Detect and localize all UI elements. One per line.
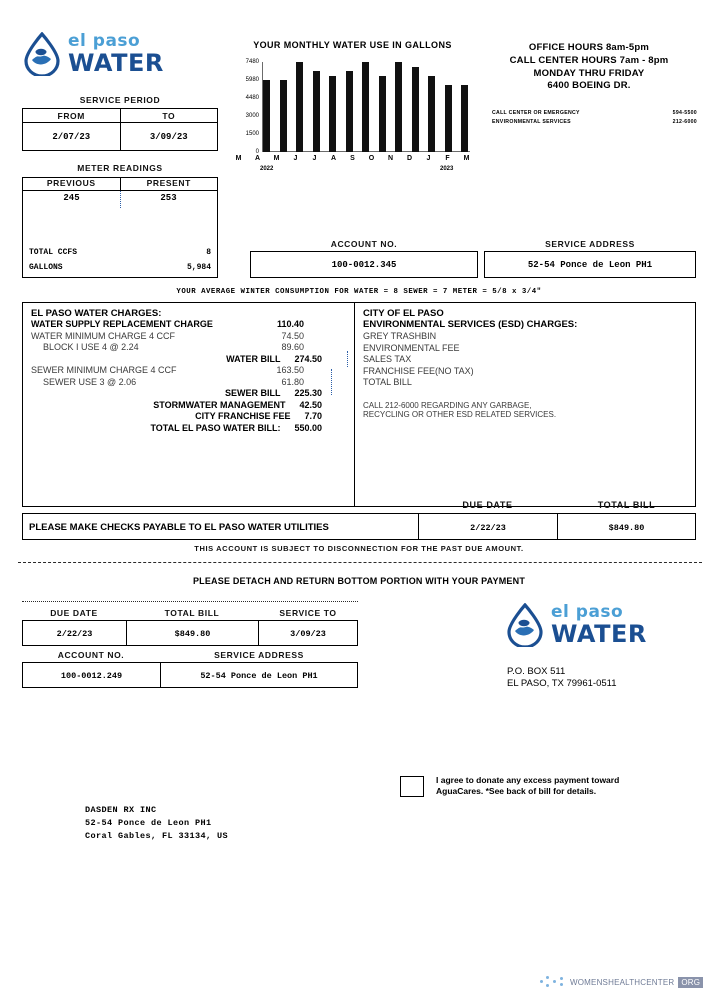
charge-line	[31, 388, 346, 400]
chart-y-tick: 7480	[245, 59, 259, 65]
stub-due-date-value: 2/22/23	[23, 621, 127, 645]
chart-x-tick: A	[254, 155, 261, 162]
chart-bar	[280, 80, 287, 152]
chart-bar	[428, 76, 435, 153]
aguacares-text	[436, 775, 619, 798]
winter-consumption-note: YOUR AVERAGE WINTER CONSUMPTION FOR WATER = 8 SEWER = 7 METER = 5/8 x 3/4"	[176, 288, 542, 296]
stub-header-row	[22, 608, 358, 618]
logo-el-paso: el paso	[68, 31, 141, 51]
stub-total-bill-value: $849.80	[127, 621, 259, 645]
esd-charge-line: SALES TAX	[363, 354, 412, 365]
payable-row	[22, 513, 696, 540]
meter-readings-table	[22, 177, 218, 278]
office-hours-line3: MONDAY THRU FRIDAY	[533, 67, 645, 79]
stub-address-caption: SERVICE ADDRESS	[214, 650, 304, 660]
chart-title: YOUR MONTHLY WATER USE IN GALLONS	[253, 40, 452, 50]
chart-x-tick: M	[463, 155, 470, 162]
charge-line	[31, 377, 346, 389]
charge-label: WATER SUPPLY REPLACEMENT CHARGE	[31, 319, 213, 329]
due-date-caption: DUE DATE	[462, 500, 513, 510]
el-paso-water-logo-top	[22, 32, 164, 76]
meter-column-divider	[120, 191, 121, 208]
charge-line	[31, 411, 346, 423]
table-row	[23, 109, 218, 123]
service-address-value: 52-54 Ponce de Leon PH1	[527, 260, 653, 270]
chart-bar	[313, 71, 320, 152]
charge-label: TOTAL EL PASO WATER BILL:	[150, 422, 281, 433]
environmental-services-phone-value: 212-6000	[672, 119, 697, 125]
phone-numbers-block	[492, 110, 697, 125]
chart-bar	[329, 76, 336, 153]
chart-bar	[445, 85, 452, 153]
charge-line	[31, 365, 346, 377]
chart-bar	[379, 76, 386, 153]
charge-label: CITY FRANCHISE FEE	[195, 411, 291, 422]
charge-label: SEWER USE 3 @ 2.06	[43, 376, 137, 387]
chart-x-tick: M	[273, 155, 280, 162]
esd-charges-panel	[355, 303, 695, 506]
watermark-dots-icon	[540, 976, 566, 988]
esd-charge-line: TOTAL BILL	[363, 377, 412, 388]
chart-x-tick: O	[368, 155, 375, 162]
charge-amount: 110.40	[276, 319, 304, 329]
epw-charges-panel	[23, 303, 355, 506]
chart-bar	[461, 85, 468, 153]
logo-water: WATER	[68, 49, 164, 77]
chart-y-tick: 0	[255, 149, 259, 155]
chart-x-tick: A	[330, 155, 337, 162]
aguacares-donation-row	[400, 775, 619, 798]
po-box-block	[507, 666, 617, 689]
stub-due-date-caption: DUE DATE	[50, 608, 98, 618]
chart-bar	[296, 62, 303, 152]
call-center-phone-label: CALL CENTER OR EMERGENCY	[492, 110, 580, 116]
stub-service-to-caption: SERVICE TO	[279, 608, 337, 618]
po-box-line2: EL PASO, TX 79961-0511	[507, 678, 617, 689]
service-address-field	[484, 251, 696, 278]
charge-amount: 163.50	[276, 365, 304, 376]
esd-charge-line: ENVIRONMENTAL FEE	[363, 342, 460, 353]
office-address: 6400 BOEING DR.	[547, 80, 631, 92]
chart-x-tick: F	[445, 155, 450, 162]
charge-amount: 225.30	[294, 388, 322, 399]
customer-street: 52-54 Ponce de Leon PH1	[85, 818, 212, 828]
detach-note: PLEASE DETACH AND RETURN BOTTOM PORTION WITH YOUR PAYMENT	[192, 576, 526, 586]
environmental-services-phone-label: ENVIRONMENTAL SERVICES	[492, 119, 571, 125]
logo-el-paso-stub: el paso	[551, 602, 624, 622]
charge-amount: 74.50	[281, 330, 304, 341]
charge-amount: 274.50	[294, 353, 322, 364]
stub-service-to-value: 3/09/23	[290, 629, 326, 639]
customer-address-block	[85, 805, 228, 841]
office-hours-block	[480, 42, 698, 93]
chart-x-tick: S	[350, 155, 355, 162]
due-date-header-row	[418, 500, 696, 510]
el-paso-water-logo-stub	[505, 603, 647, 647]
charge-line	[31, 342, 346, 354]
meter-previous-value: 245	[63, 193, 80, 203]
call-center-phone-value: 594-5500	[672, 110, 697, 116]
chart-bars	[263, 62, 468, 152]
stub-account-caption: ACCOUNT NO.	[57, 650, 125, 660]
charge-amount: 550.00	[294, 422, 322, 433]
stub-account-header-row	[22, 650, 358, 660]
chart-bar	[412, 67, 419, 153]
esd-note-line1: CALL 212-6000 REGARDING ANY GARBAGE,	[363, 400, 532, 410]
chart-y-axis	[235, 59, 261, 155]
office-hours-line2: CALL CENTER HOURS 7am - 8pm	[509, 54, 669, 66]
gallons-value: 5,984	[186, 263, 211, 272]
chart-bar	[263, 80, 270, 152]
water-drop-icon	[22, 32, 62, 76]
charge-line	[31, 400, 346, 412]
chart-y-tick: 4480	[245, 95, 259, 102]
total-ccfs-value: 8	[206, 248, 211, 257]
epw-charge-lines	[31, 319, 346, 434]
payable-text: PLEASE MAKE CHECKS PAYABLE TO EL PASO WATER UTILITIES	[23, 514, 419, 539]
chart-year-start: 2022	[260, 166, 274, 172]
account-no-field	[250, 251, 478, 278]
charge-label: SEWER BILL	[224, 388, 281, 399]
stub-address-value: 52-54 Ponce de Leon PH1	[200, 671, 318, 681]
footer-watermark	[540, 976, 703, 988]
service-period-to-header: TO	[120, 109, 218, 123]
charge-label: WATER BILL	[226, 353, 281, 364]
charge-label: WATER MINIMUM CHARGE 4 CCF	[31, 330, 175, 341]
charge-amount: 7.70	[304, 411, 322, 422]
watermark-text: WOMENSHEALTHCENTER	[570, 977, 675, 987]
meter-previous-header: PREVIOUS	[23, 178, 121, 190]
meter-readings-caption: METER READINGS	[77, 163, 163, 173]
table-row	[23, 123, 218, 151]
chart-x-tick: J	[426, 155, 431, 162]
charges-dotted-guide-1	[347, 351, 348, 367]
chart-y-tick: 5980	[245, 77, 259, 84]
service-period-from-header: FROM	[23, 109, 121, 123]
chart-y-tick: 1500	[245, 130, 259, 137]
chart-bar	[346, 71, 353, 152]
chart-x-tick: M	[235, 155, 242, 162]
account-no-caption: ACCOUNT NO.	[330, 239, 398, 249]
meter-present-header: PRESENT	[146, 178, 191, 188]
payable-due-date: 2/22/23	[419, 514, 558, 539]
logo-water-stub: WATER	[551, 620, 647, 648]
charge-line	[31, 354, 346, 366]
aguacares-line2: AguaCares. *See back of bill for details.	[436, 786, 597, 797]
monthly-water-use-chart	[235, 59, 470, 155]
esd-charge-line: GREY TRASHBIN	[363, 331, 437, 341]
aguacares-line1: I agree to donate any excess payment toward	[436, 775, 620, 785]
office-hours-line1: OFFICE HOURS 8am-5pm	[528, 42, 650, 53]
charges-container	[22, 302, 696, 507]
service-period-table	[22, 108, 218, 151]
charge-amount: 89.60	[281, 342, 304, 353]
chart-bar	[395, 62, 402, 152]
charge-amount: 42.50	[299, 399, 322, 410]
esd-heading-charges: ENVIRONMENTAL SERVICES (ESD) CHARGES:	[363, 319, 578, 330]
logo-wordmark	[68, 33, 164, 75]
stub-account-row	[22, 662, 358, 688]
customer-name: DASDEN RX INC	[85, 805, 157, 815]
detach-separator	[18, 562, 702, 563]
gallons-label: GALLONS	[29, 263, 63, 272]
charge-amount: 61.80	[281, 376, 304, 387]
meter-present-value: 253	[160, 193, 177, 203]
chart-year-end: 2023	[440, 166, 454, 172]
stub-total-bill-caption: TOTAL BILL	[164, 608, 220, 618]
chart-x-labels	[235, 155, 470, 162]
logo-wordmark-stub	[551, 604, 647, 646]
chart-bar	[362, 62, 369, 152]
service-period-to-value: 3/09/23	[120, 123, 218, 151]
stub-values-row	[22, 620, 358, 646]
charge-line	[31, 423, 346, 435]
epw-charges-heading: EL PASO WATER CHARGES:	[31, 308, 162, 319]
charge-label: SEWER MINIMUM CHARGE 4 CCF	[31, 365, 177, 376]
service-period-from-value: 2/07/23	[23, 123, 121, 151]
esd-charge-lines	[363, 331, 687, 389]
po-box-line1: P.O. BOX 511	[507, 666, 566, 677]
total-ccfs-label: TOTAL CCFS	[29, 248, 78, 257]
chart-x-tick: J	[312, 155, 317, 162]
stub-dotted-separator	[22, 601, 358, 602]
account-no-value: 100-0012.345	[331, 260, 397, 270]
charge-label: BLOCK I USE 4 @ 2.24	[43, 342, 139, 353]
charge-line	[31, 331, 346, 343]
disconnect-note: THIS ACCOUNT IS SUBJECT TO DISCONNECTION FOR THE PAST DUE AMOUNT.	[194, 544, 524, 553]
customer-city: Coral Gables, FL 33134, US	[85, 831, 229, 841]
total-bill-caption: TOTAL BILL	[597, 500, 656, 510]
charges-dotted-guide-2	[331, 369, 332, 395]
esd-heading-city: CITY OF EL PASO	[363, 308, 444, 319]
chart-x-tick: J	[293, 155, 298, 162]
charge-label: STORMWATER MANAGEMENT	[153, 399, 286, 410]
chart-y-tick: 3000	[245, 112, 259, 119]
esd-note-line2: RECYCLING OR OTHER ESD RELATED SERVICES.	[363, 409, 557, 419]
charge-line	[31, 319, 346, 331]
chart-x-tick: D	[406, 155, 413, 162]
aguacares-checkbox[interactable]	[400, 776, 424, 797]
esd-charge-line: FRANCHISE FEE(NO TAX)	[363, 365, 474, 376]
service-address-caption: SERVICE ADDRESS	[545, 239, 635, 249]
watermark-badge: ORG	[678, 977, 703, 988]
chart-x-tick: N	[387, 155, 394, 162]
stub-account-value: 100-0012.249	[23, 663, 161, 687]
payable-total-bill: $849.80	[608, 523, 645, 533]
water-drop-icon-stub	[505, 603, 545, 647]
service-period-caption: SERVICE PERIOD	[79, 95, 161, 105]
